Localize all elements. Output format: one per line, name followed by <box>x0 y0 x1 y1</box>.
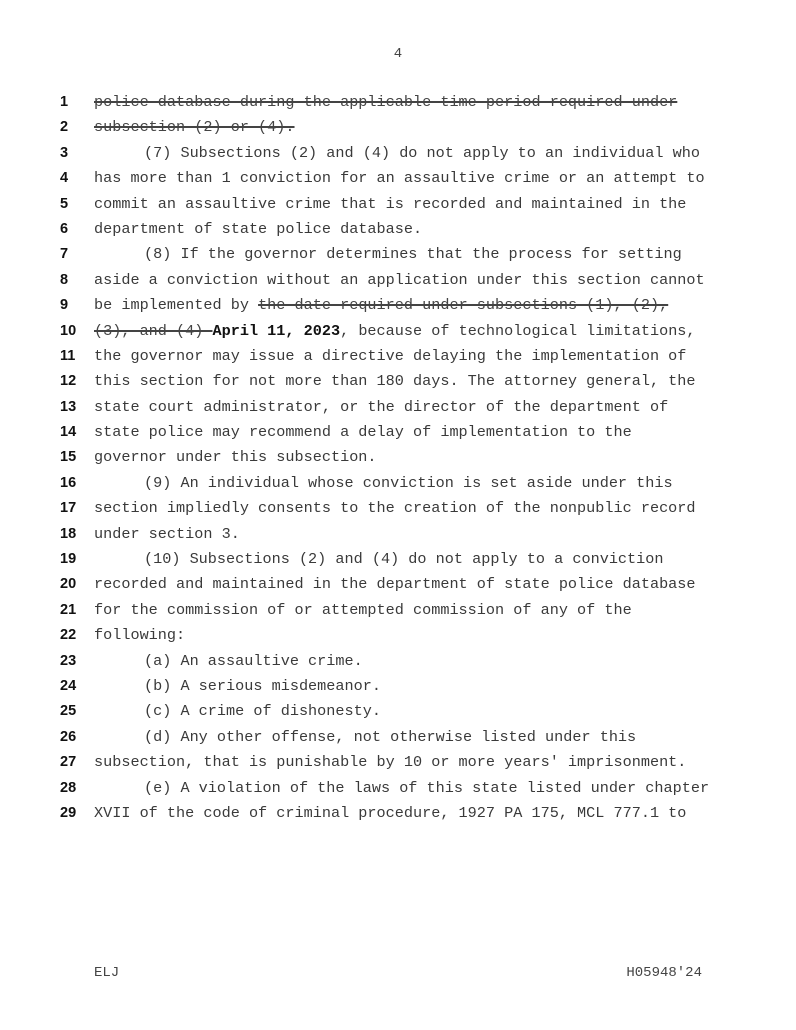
line-text <box>94 776 709 801</box>
text-line <box>0 522 796 547</box>
line-text <box>94 725 636 750</box>
line-number: 1 <box>60 94 69 110</box>
line-number: 20 <box>60 576 77 593</box>
line-number: 11 <box>60 347 76 364</box>
line-text <box>94 141 700 166</box>
line-text <box>94 547 664 572</box>
text-segment: (e) A violation of the laws of this state listed under chapter <box>144 778 710 797</box>
page-number: 4 <box>393 46 403 62</box>
text-segment: be implemented by <box>94 296 259 315</box>
text-segment: under section 3. <box>94 524 240 543</box>
text-line <box>0 115 796 140</box>
line-number: 27 <box>60 754 77 771</box>
line-text <box>94 293 668 318</box>
line-number: 28 <box>60 779 77 796</box>
line-number: 15 <box>60 449 77 466</box>
text-line <box>0 344 796 369</box>
text-line <box>0 725 796 750</box>
text-line <box>0 496 796 521</box>
text-segment: state police may recommend a delay of implementation to the <box>94 423 632 442</box>
line-number: 3 <box>60 144 69 161</box>
line-text <box>94 572 696 597</box>
line-text <box>94 496 696 521</box>
text-segment: following: <box>94 626 186 645</box>
line-number: 10 <box>60 322 77 339</box>
line-number: 5 <box>60 195 69 212</box>
bill-text-body <box>0 90 796 826</box>
line-number: 18 <box>60 525 77 542</box>
text-line <box>0 801 796 826</box>
line-text <box>94 115 295 140</box>
line-text <box>94 445 377 470</box>
deleted-text: (3), and (4) <box>94 321 213 340</box>
text-line <box>0 674 796 699</box>
text-segment: (10) Subsections (2) and (4) do not apply to a conviction <box>144 550 664 569</box>
text-line <box>0 623 796 648</box>
line-number: 6 <box>60 220 69 237</box>
text-line <box>0 420 796 445</box>
text-line <box>0 572 796 597</box>
line-number: 26 <box>60 728 77 745</box>
line-text <box>94 268 705 293</box>
text-line <box>0 217 796 242</box>
line-text <box>94 192 686 217</box>
text-line <box>0 649 796 674</box>
line-number: 16 <box>60 474 77 491</box>
text-segment: (b) A serious misdemeanor. <box>144 676 381 695</box>
line-text <box>94 166 705 191</box>
text-segment: (9) An individual whose conviction is set aside under this <box>144 473 673 492</box>
text-line <box>0 141 796 166</box>
text-segment: commit an assaultive crime that is recorded and maintained in the <box>94 194 687 213</box>
line-number: 7 <box>60 246 69 263</box>
line-text <box>94 649 363 674</box>
line-text <box>94 522 240 547</box>
text-line <box>0 395 796 420</box>
text-segment: department of state police database. <box>94 219 423 238</box>
line-number: 12 <box>60 373 77 390</box>
deleted-text: subsection (2) or (4). <box>94 118 295 137</box>
line-text <box>94 598 632 623</box>
line-text <box>94 319 696 344</box>
text-segment: aside a conviction without an application under this section cannot <box>94 270 705 289</box>
deleted-text: the date required under subsections (1), (2), <box>258 296 669 315</box>
line-text <box>94 242 682 267</box>
line-number: 4 <box>60 170 69 187</box>
line-text <box>94 674 381 699</box>
line-number: 24 <box>60 677 77 694</box>
text-segment: state court administrator, or the director of the department of <box>94 397 669 416</box>
line-text <box>94 623 185 648</box>
text-segment: , because of technological limitations, <box>340 321 696 340</box>
line-text <box>94 395 668 420</box>
text-segment: XVII of the code of criminal procedure, 1927 PA 175, MCL 777.1 to <box>94 803 687 822</box>
text-segment: for the commission of or attempted commission of any of the <box>94 600 632 619</box>
line-number: 19 <box>60 551 77 568</box>
text-segment: (8) If the governor determines that the process for setting <box>144 245 682 264</box>
text-segment: the governor may issue a directive delaying the implementation of <box>94 346 687 365</box>
text-segment: has more than 1 conviction for an assaultive crime or an attempt to <box>94 169 705 188</box>
line-text <box>94 369 696 394</box>
text-line <box>0 242 796 267</box>
text-segment: (7) Subsections (2) and (4) do not apply to an individual who <box>144 143 700 162</box>
text-line <box>0 471 796 496</box>
line-number: 23 <box>60 652 77 669</box>
text-line <box>0 598 796 623</box>
text-line <box>0 547 796 572</box>
line-number: 9 <box>60 297 69 314</box>
footer-drafter-initials: ELJ <box>94 965 120 981</box>
line-number: 8 <box>60 271 69 288</box>
line-number: 17 <box>60 500 77 517</box>
text-segment: (d) Any other offense, not otherwise listed under this <box>144 727 637 746</box>
line-text <box>94 750 686 775</box>
line-number: 25 <box>60 703 77 720</box>
line-number: 14 <box>60 424 77 441</box>
text-segment: section impliedly consents to the creation of the nonpublic record <box>94 499 696 518</box>
text-segment: recorded and maintained in the department of state police database <box>94 575 696 594</box>
line-text <box>94 90 677 115</box>
text-segment: governor under this subsection. <box>94 448 377 467</box>
line-number: 21 <box>60 601 77 618</box>
line-text <box>94 801 686 826</box>
inserted-text: April 11, 2023 <box>212 321 341 340</box>
line-number: 29 <box>60 804 77 821</box>
text-segment: subsection, that is punishable by 10 or more years' imprisonment. <box>94 753 687 772</box>
text-line <box>0 369 796 394</box>
text-line <box>0 776 796 801</box>
text-line <box>0 319 796 344</box>
line-text <box>94 420 632 445</box>
text-line <box>0 166 796 191</box>
line-text <box>94 217 422 242</box>
text-line <box>0 268 796 293</box>
line-number: 2 <box>60 119 69 136</box>
text-line <box>0 699 796 724</box>
line-text <box>94 699 381 724</box>
text-line <box>0 445 796 470</box>
text-line <box>0 192 796 217</box>
line-number: 13 <box>60 398 77 415</box>
text-segment: this section for not more than 180 days. The attorney general, the <box>94 372 696 391</box>
text-segment: (c) A crime of dishonesty. <box>144 702 381 721</box>
line-text <box>94 471 673 496</box>
line-number: 22 <box>60 627 77 644</box>
text-line <box>0 90 796 115</box>
footer-bill-code: H05948'24 <box>626 965 702 981</box>
deleted-text: police database during the applicable time period required under <box>94 93 678 111</box>
text-line <box>0 293 796 318</box>
line-text <box>94 344 686 369</box>
text-line <box>0 750 796 775</box>
text-segment: (a) An assaultive crime. <box>144 651 363 670</box>
